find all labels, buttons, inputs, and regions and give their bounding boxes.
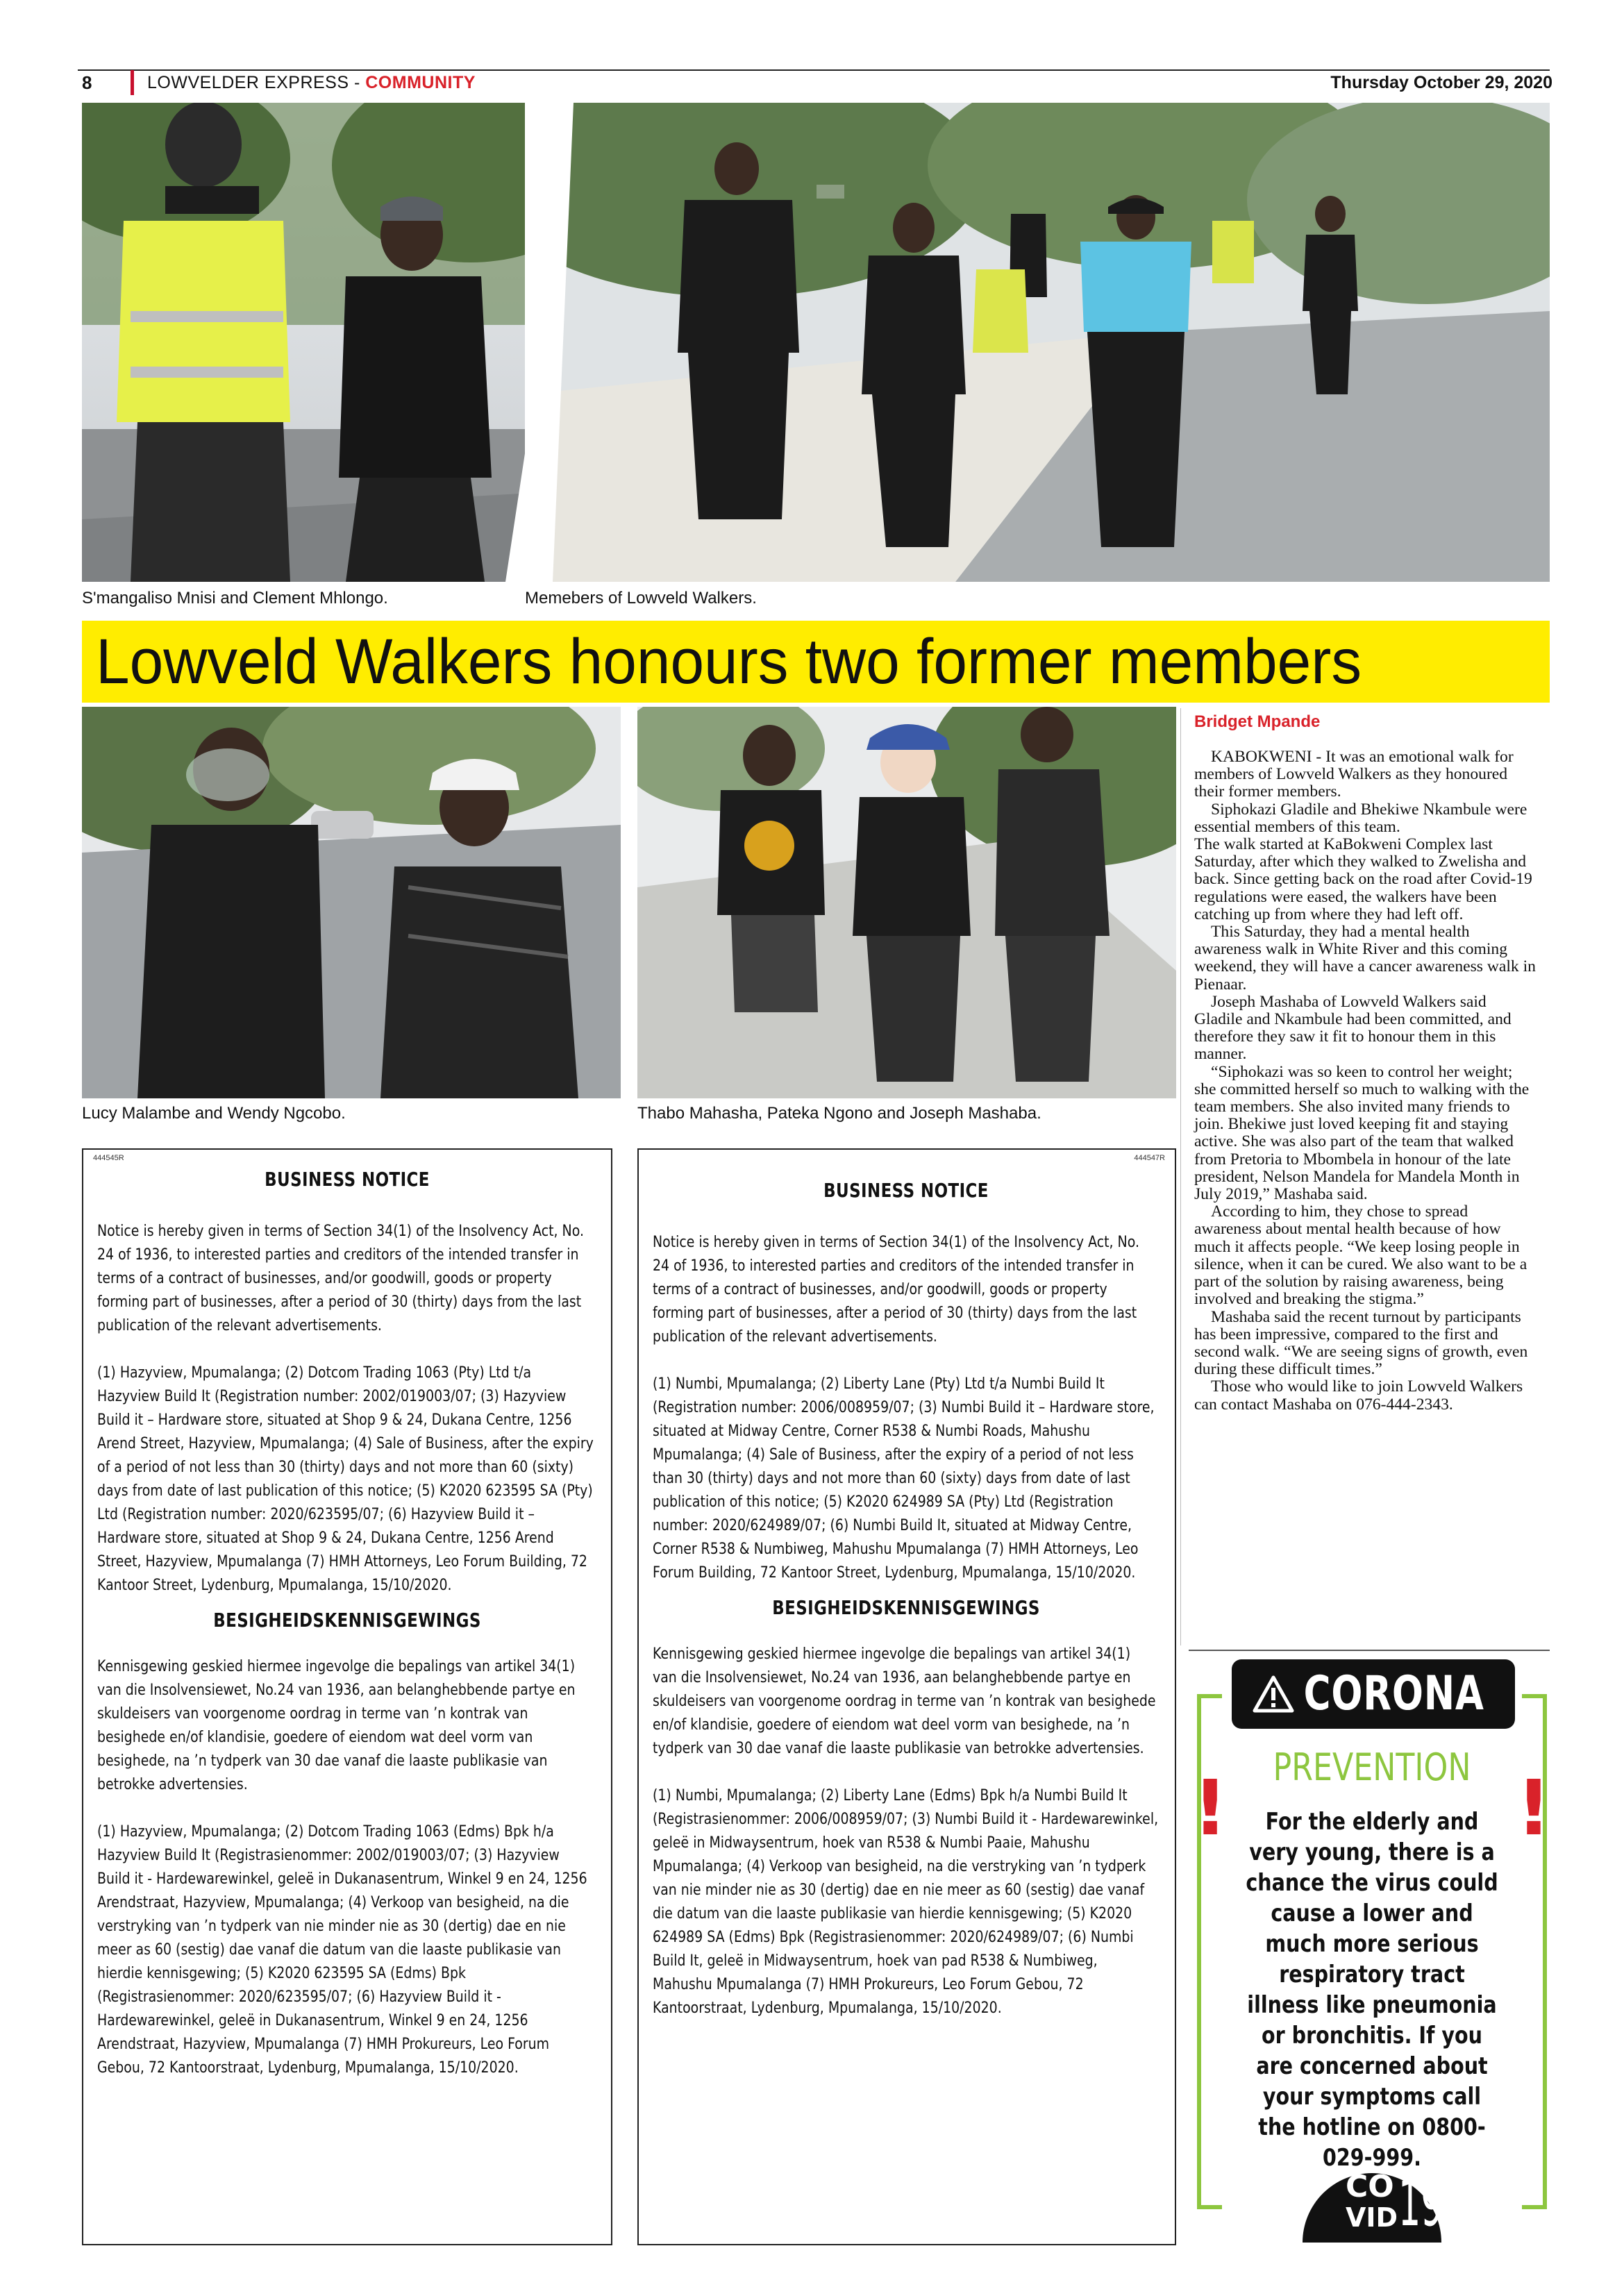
business-notice-hazyview — [82, 1148, 612, 2245]
photo3-caption: Lucy Malambe and Wendy Ngcobo. — [82, 1104, 346, 1123]
notice-body-afrikaans — [97, 1655, 596, 2080]
prevention-subtitle: PREVENTION — [1273, 1745, 1471, 1789]
notice-reference: 444545R — [93, 1154, 124, 1162]
covid19-logo — [1297, 2151, 1447, 2243]
notice-title-afrikaans: BESIGHEIDSKENNISGEWINGS — [772, 1596, 1040, 1619]
article-body — [1194, 748, 1537, 1414]
article-paragraph: This Saturday, they had a mental health awareness walk in White River and this coming weekend, they will have a cancer awareness walk in Pienaar. — [1194, 923, 1536, 994]
notice-content — [97, 1168, 597, 2104]
photo-mahasha-ngono-mashaba — [637, 707, 1176, 1098]
exclamation-right-icon: ! — [1516, 1763, 1551, 1852]
article-end-rule — [1189, 1650, 1550, 1651]
photo2-caption: Memebers of Lowveld Walkers. — [525, 589, 757, 607]
notice-body — [97, 1220, 596, 1598]
page-number: 8 — [82, 72, 92, 93]
publication-name — [147, 73, 476, 93]
publication-title: LOWVELDER EXPRESS - — [147, 73, 366, 92]
article-paragraph: “Siphokazi was so keen to control her weight; she committed herself so much to walking with the team members. She also invited many friends to join. Bhekiwe just loved keeping fit and staying active. She was also part of the team that walked from Pretoria to Mbombela in honour of the late president, Nelson Mandela for Mandela Month in July 2019,” Mashaba said. — [1194, 1062, 1530, 1204]
article-paragraph: Siphokazi Gladile and Bhekiwe Nkambule were essential members of this team. — [1194, 800, 1527, 836]
headline: Lowveld Walkers honours two former members — [96, 626, 1362, 697]
notice-paragraph: Notice is hereby given in terms of Section 34(1) of the Insolvency Act, No. 24 of 1936, to interested parties and creditors of the intended transfer in terms of a contract of businesses, and/or goodwill, goods or property forming part of businesses, after a period of 30 (thirty) days from the last publication of the relevant advertisements. — [653, 1234, 1139, 1346]
notice-paragraph: Kennisgewing geskied hiermee ingevolge die bepalings van artikel 34(1) van die Insolvensiewet, No.24 van 1936, aan belanghebbende partye en skuldeisers van voorgenome oordrag in terme van ’n kontrak van besighede en/of klandisie, goedere of eiendom wat deel vorm van besighede, na ’n tydperk van 30 dae vanaf die laaste publikasie van betrokke advertensies. — [97, 1658, 576, 1793]
exclamation-left-icon: ! — [1193, 1763, 1228, 1852]
photo-mnisi-mhlongo — [82, 103, 555, 582]
article-paragraph: Joseph Mashaba of Lowveld Walkers said Gladile and Nkambule had been committed, and therefore they saw it fit to honour them in this manner. — [1194, 992, 1512, 1064]
photo-lowveld-walkers-group — [525, 103, 1550, 582]
issue-date: Thursday October 29, 2020 — [1330, 73, 1552, 92]
header-rule — [78, 69, 1550, 71]
notice-paragraph: (1) Hazyview, Mpumalanga; (2) Dotcom Trading 1063 (Pty) Ltd t/a Hazyview Build It (Registration number: 2002/019003/07; (3) Hazyview Build it – Hardware store, situated at Shop 9 & 24, Dukana Centre, 1256 Arend Street, Hazyview, Mpumalanga; (4) Sale of Business, after the expiry of a period of not less than 30 (thirty) days and not more than 60 (sixty) days from date of last publication of this notice; (5) K2020 623595 SA (Pty) Ltd (Registration number: 2020/623595/07; (6) Hazyview Build it – Hardware store, situated at Shop 9 & 24, Dukana Centre, 1256 Arend Street, Hazyview, Mpumalanga (7) HMH Attorneys, Leo Forum Building, 72 Kantoor Street, Lydenburg, Mpumalanga, 15/10/2020. — [97, 1364, 594, 1594]
corona-message: For the elderly and very young, there is a chance the virus could cause a lower and much more serious respiratory tract illness like pneumonia or bronchitis. If you are concerned about your symptoms call the hotline on 0800-029-999. — [1246, 1808, 1498, 2172]
notice-body-afrikaans — [653, 1643, 1158, 2020]
notice-title-afrikaans: BESIGHEIDSKENNISGEWINGS — [213, 1609, 481, 1632]
photo-malambe-ngcobo — [82, 707, 621, 1098]
article-paragraph: KABOKWENI - It was an emotional walk for members of Lowveld Walkers as they honoured their former members. — [1194, 748, 1514, 801]
notice-paragraph: Notice is hereby given in terms of Section 34(1) of the Insolvency Act, No. 24 of 1936, to interested parties and creditors of the intended transfer in terms of a contract of businesses, and/or goodwill, goods or property forming part of businesses, after a period of 30 (thirty) days from the last publication of the relevant advertisements. — [97, 1223, 584, 1334]
covid-logo-number: 19 — [1398, 2166, 1443, 2240]
corona-badge — [1232, 1659, 1515, 1729]
notice-title: BUSINESS NOTICE — [265, 1168, 430, 1191]
corona-badge-text: CORONA — [1303, 1666, 1485, 1721]
notice-paragraph: (1) Numbi, Mpumalanga; (2) Liberty Lane (Pty) Ltd t/a Numbi Build It (Registration number: 2006/008959/07; (3) Numbi Build it – Hardware store, situated at Midway Centre, Corner R538 & Numbi Roads, Mahushu Mpumalanga; (4) Sale of Business, after the expiry of a period of not less than 30 (thirty) days and not more than 60 (sixty) days from date of last publication of this notice; (5) K2020 624989 SA (Pty) Ltd (Registration number: 2020/624989/07; (6) Numbi Build It, situated at Midway Centre, Corner R538 & Numbiweg, Mahushu Mpumalanga (7) HMH Attorneys, Leo Forum Building, 72 Kantoor Street, Lydenburg, Mpumalanga, 15/10/2020. — [653, 1375, 1155, 1582]
photo1-caption: S'mangaliso Mnisi and Clement Mhlongo. — [82, 589, 388, 607]
notice-reference: 444547R — [1134, 1154, 1165, 1162]
covid-logo-vid: VID — [1346, 2202, 1398, 2233]
notice-paragraph: (1) Hazyview, Mpumalanga; (2) Dotcom Trading 1063 (Edms) Bpk h/a Hazyview Build It (Registrasienommer: 2002/019003/07; (3) Hazyview Build it - Hardewarewinkel, geleë in Dukanasentrum, Winkel 9 en 24, 1256 Arendstraat, Hazyview, Mpumalanga; (4) Verkoop van besigheid, na die verstryking van ’n tydperk van nie minder nie as 30 (dertig) dae en nie meer as 60 (sestig) dae vanaf die datum van die laaste publikasie van hierdie kennisgewing; (5) K2020 623595 SA (Edms) Bpk (Registrasienommer: 2020/623595/07; (6) Hazyview Build it - Hardewarewinkel, geleë in Dukanasentrum, Winkel 9 en 24, 1256 Arendstraat, Hazyview, Mpumalanga (7) HMH Prokureurs, Leo Forum Gebou, 72 Kantoorstraat, Lydenburg, Mpumalanga, 15/10/2020. — [97, 1823, 587, 2077]
byline: Bridget Mpande — [1194, 712, 1321, 731]
business-notice-numbi — [637, 1148, 1176, 2245]
article-paragraph: The walk started at KaBokweni Complex last Saturday, after which they walked to Zwelisha and back. Since getting back on the road after Covid-19 regulations were eased, the walkers have been catching up from where they had left off. — [1194, 835, 1532, 923]
photo4-caption: Thabo Mahasha, Pateka Ngono and Joseph Mashaba. — [637, 1104, 1041, 1123]
notice-paragraph: (1) Numbi, Mpumalanga; (2) Liberty Lane (Edms) Bpk h/a Numbi Build It (Registrasienommer: 2006/008959/07; (3) Numbi Build it - Hardewarewinkel, geleë in Midwaysentrum, hoek van R538 & Numbi Paaie, Mahushu Mpumalanga; (4) Verkoop van besigheid, na die verstryking van ’n tydperk van nie minder nie as 30 (dertig) dae en nie meer as 60 (sestig) dae vanaf die datum van die laaste publikasie van hierdie kennisgewing; (5) K2020 624989 SA (Edms) Bpk (Registrasienommer: 2020/624989/07; (6) Numbi Build It, geleë in Midwaysentrum, hoek van pad R538 & Numbiweg, Mahushu Mpumalanga (7) HMH Prokureurs, Leo Forum Gebou, 72 Kantoorstraat, Lydenburg, Mpumalanga, 15/10/2020. — [653, 1787, 1159, 2017]
notice-title: BUSINESS NOTICE — [823, 1179, 989, 1202]
column-rule — [1180, 708, 1181, 1645]
covid-logo-co: CO — [1346, 2169, 1394, 2204]
section-name: COMMUNITY — [365, 73, 476, 92]
article-paragraph: Those who would like to join Lowveld Walkers can contact Mashaba on 076-444-2343. — [1194, 1377, 1523, 1414]
notice-body — [653, 1231, 1158, 1585]
notice-paragraph: Kennisgewing geskied hiermee ingevolge die bepalings van artikel 34(1) van die Insolvensiewet, No.24 van 1936, aan belanghebbende partye en skuldeisers van voorgenome oordrag in terme van ’n kontrak van besighede en/of klandisie, goedere of eiendom wat deel vorm van besighede, na ’n tydperk van 30 dae vanaf die laaste publikasie van betrokke advertensies. — [653, 1645, 1156, 1757]
header-accent-bar — [131, 70, 134, 95]
corona-prevention-box — [1194, 1659, 1550, 2243]
article-paragraph: Mashaba said the recent turnout by participants has been impressive, compared to the first and second walk. “We are seeing signs of growth, even during these difficult times.” — [1194, 1307, 1528, 1379]
warning-triangle-icon — [1253, 1675, 1294, 1713]
notice-content — [653, 1179, 1160, 2044]
article-paragraph: According to him, they chose to spread awareness about mental health because of how much it affects people. “We keep losing people in silence, when it can be cured. We also want to be a part of the solution by raising awareness, being involved and breaking the stigma.” — [1194, 1203, 1527, 1309]
